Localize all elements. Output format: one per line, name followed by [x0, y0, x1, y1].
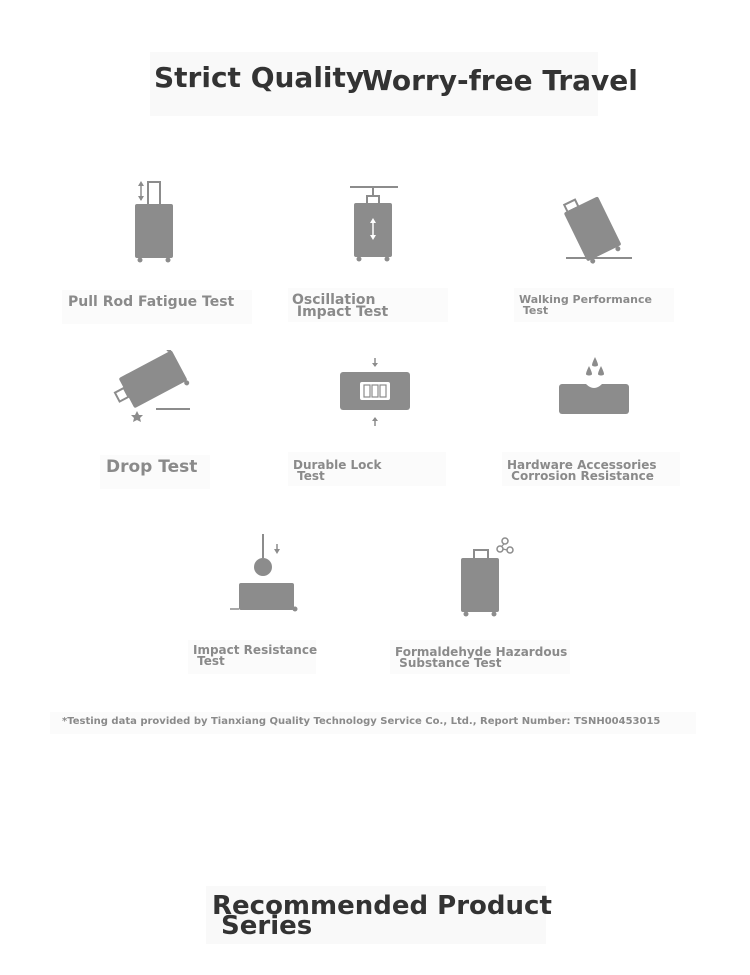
suitcase-drop-icon: [112, 350, 196, 424]
label-formaldehyde-hazardous-substance-test: Formaldehyde Hazardous Substance Test: [395, 645, 568, 670]
testing-data-footnote: *Testing data provided by Tianxiang Quality Technology Service Co., Ltd., Report Number: TSNH00453015: [62, 716, 661, 727]
recommended-product-series-heading: Recommended Product Series: [212, 891, 552, 942]
label-drop-test: Drop Test: [106, 457, 198, 477]
page-title-worry-free-travel: Worry-free Travel: [362, 64, 638, 97]
label-durable-lock-test: Durable Lock Test: [293, 458, 382, 483]
label-oscillation-impact-test: Oscillation Impact Test: [292, 292, 389, 320]
water-drop-icon: [556, 354, 632, 418]
weight-ball-icon: [226, 530, 302, 614]
label-impact-resistance-test: Impact Resistance Test: [193, 643, 318, 668]
molecule-icon: [452, 536, 518, 618]
page-title-strict-quality: Strict Quality: [154, 61, 365, 94]
suitcase-tilted-icon: [562, 186, 636, 264]
suitcase-hanging-icon: [344, 160, 404, 264]
label-pull-rod-fatigue-test: Pull Rod Fatigue Test: [68, 294, 235, 310]
suitcase-pull-rod-icon: [126, 178, 182, 264]
label-hardware-corrosion-resistance: Hardware Accessories Corrosion Resistance: [507, 458, 657, 483]
combination-lock-icon: [336, 354, 414, 428]
label-walking-performance-test: Walking Performance Test: [519, 293, 652, 317]
